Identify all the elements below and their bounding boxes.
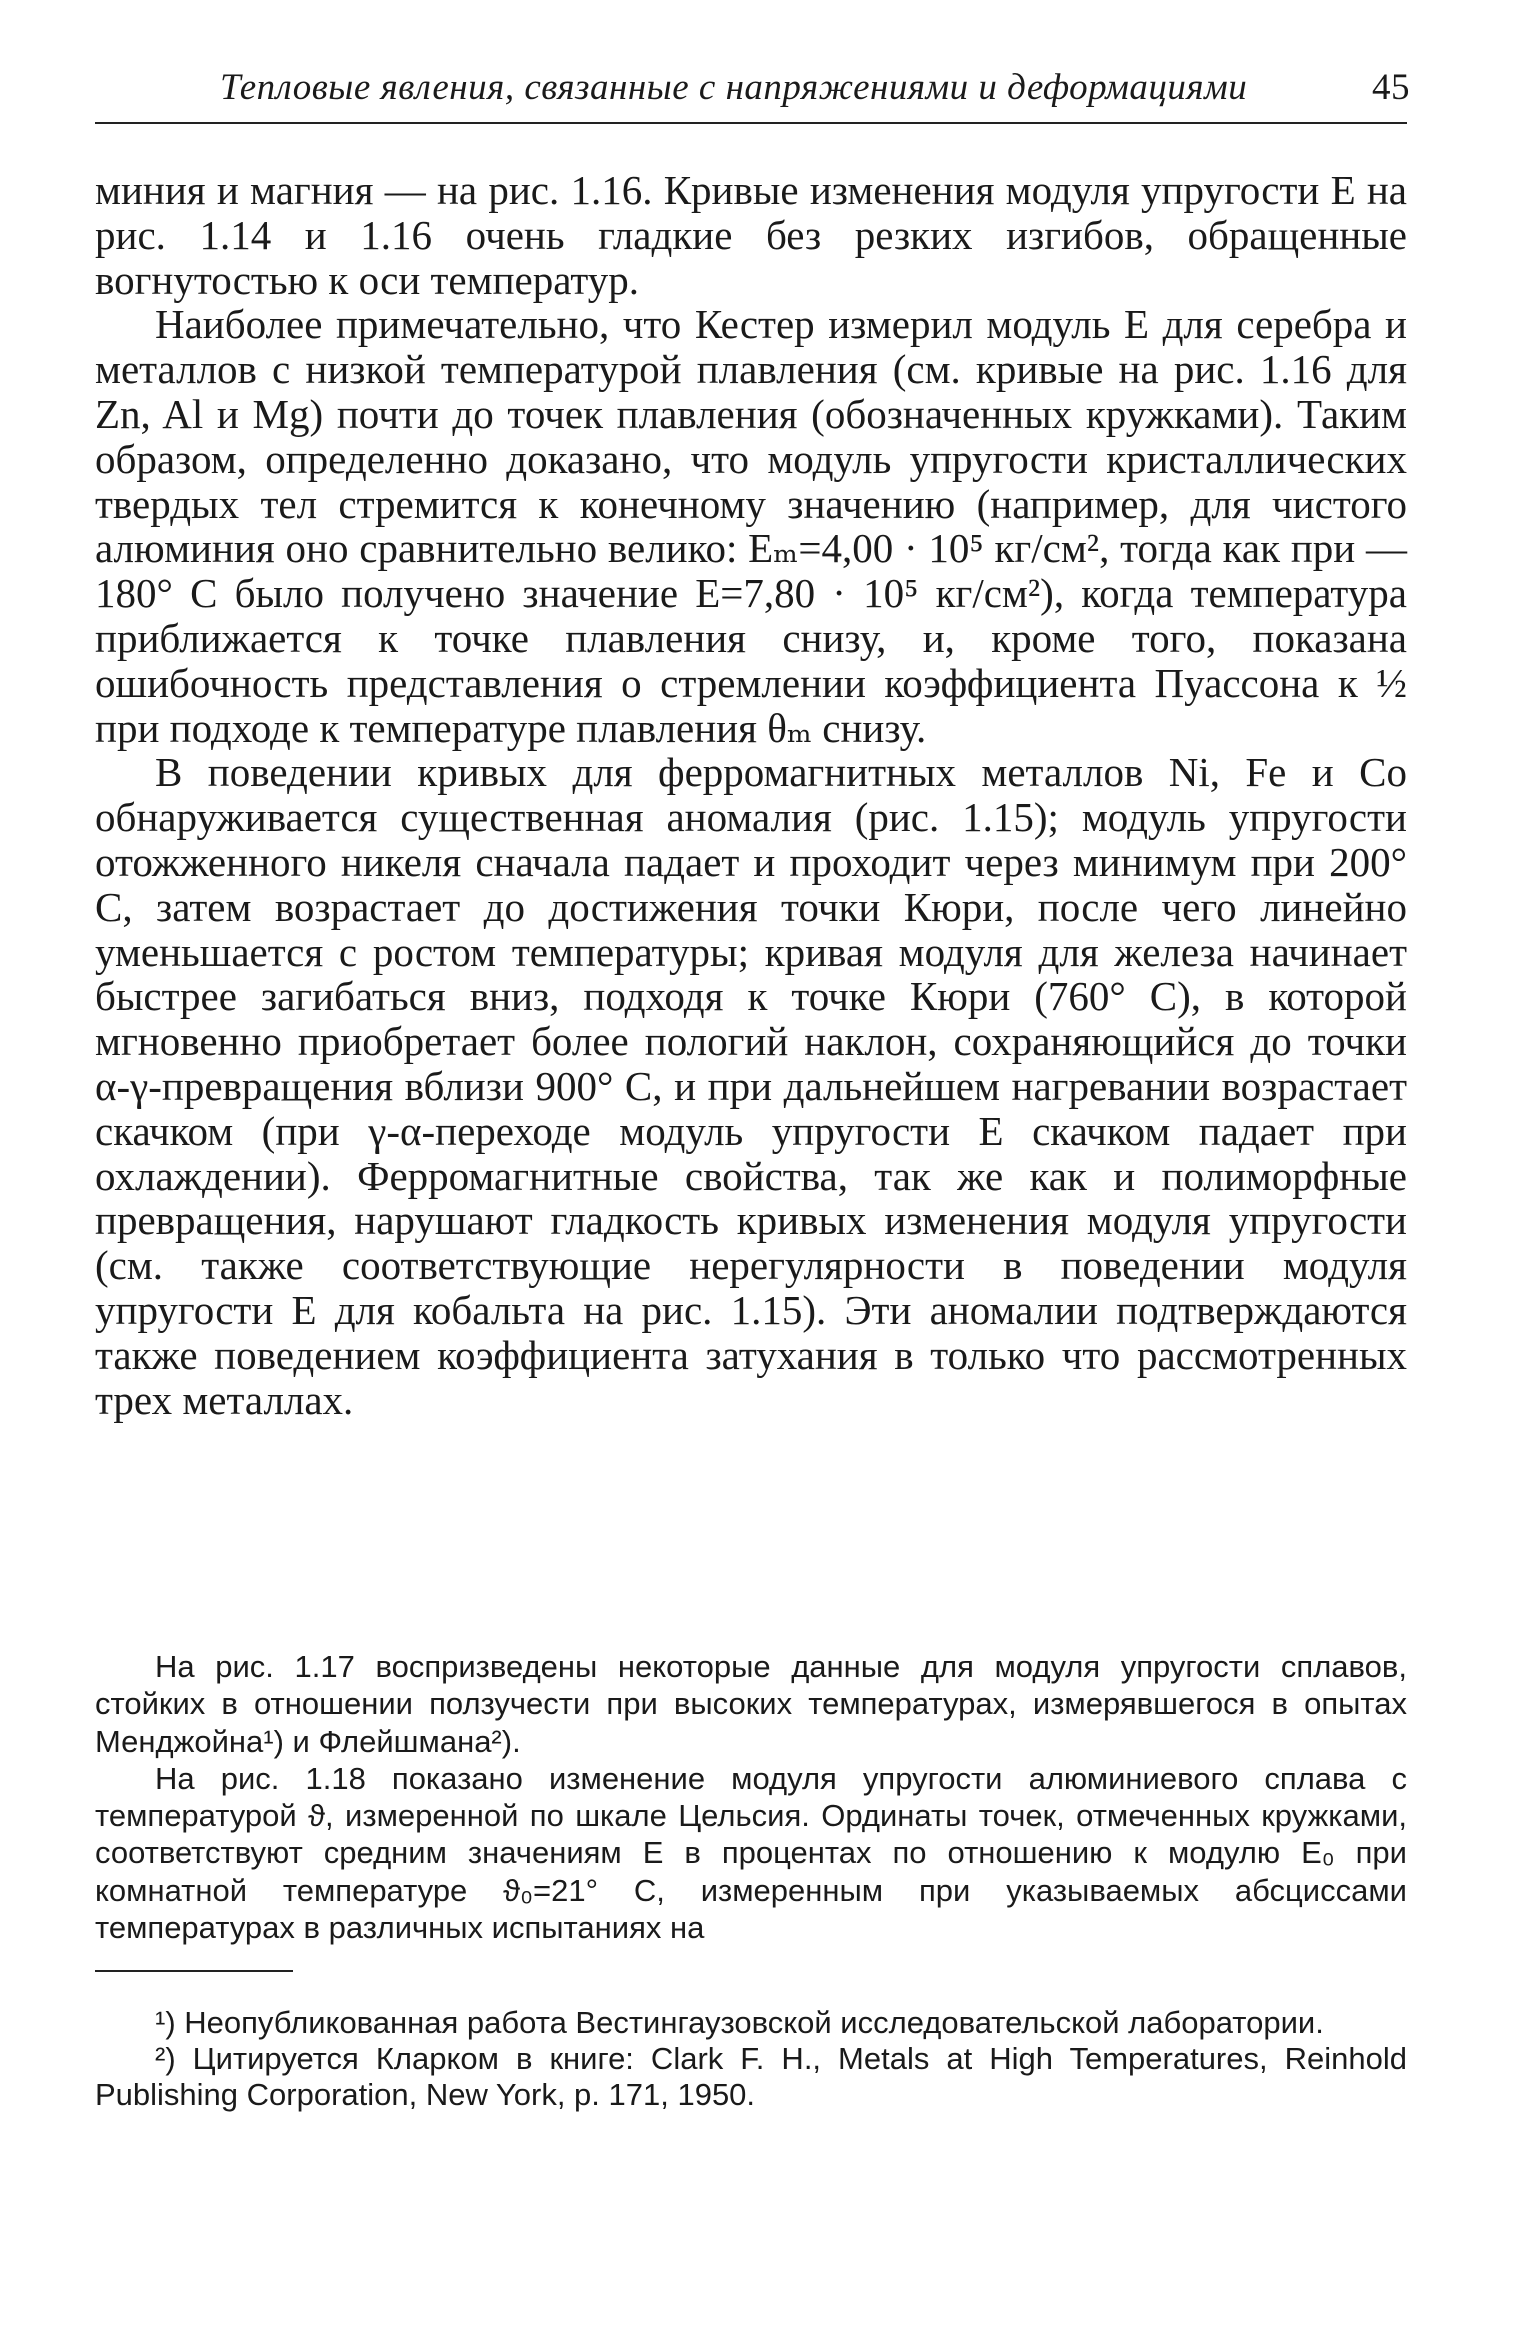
small-paragraph-1: На рис. 1.17 воспризведены некоторые данные для модуля упругости сплавов, стойких в отношении ползучести при высоких температурах, измерявшегося в опытах Менджойна¹) и Флейшмана²).: [95, 1649, 1407, 1759]
small-print-text: [95, 1648, 1407, 1946]
paragraph-1: миния и магния — на рис. 1.16. Кривые изменения модуля упругости E на рис. 1.14 и 1.16 очень гладкие без резких изгибов, обращенные вогнутостью к оси температур.: [95, 167, 1407, 303]
footnote-rule: [95, 1970, 293, 1972]
paragraph-3: В поведении кривых для ферромагнитных металлов Ni, Fe и Co обнаруживается существенная аномалия (рис. 1.15); модуль упругости отожженного никеля сначала падает и проходит через минимум при 200° С, затем возрастает до достижения точки Кюри, после чего линейно уменьшается с ростом температуры; кривая модуля для железа начинает быстрее загибаться вниз, подходя к точке Кюри (760° С), в которой мгновенно приобретает более пологий наклон, сохраняющийся до точки α-γ-превращения вблизи 900° С, и при дальнейшем нагревании возрастает скачком (при γ-α-переходе модуль упругости E скачком падает при охлаждении). Ферромагнитные свойства, так же как и полиморфные превращения, нарушают гладкость кривых изменения модуля упругости (см. также соответствующие нерегулярности в поведении модуля упругости E для кобальта на рис. 1.15). Эти аномалии подтверждаются также поведением коэффициента затухания в только что рассмотренных трех металлах.: [95, 749, 1407, 1423]
paragraph-2: Наиболее примечательно, что Кестер измерил модуль E для серебра и металлов с низкой температурой плавления (см. кривые на рис. 1.16 для Zn, Al и Mg) почти до точек плавления (обозначенных кружками). Таким образом, определенно доказано, что модуль упругости кристаллических твердых тел стремится к конечному значению (например, для чистого алюминия оно сравнительно велико: Eₘ=4,00 · 10⁵ кг/см², тогда как при —180° С было получено значение E=7,80 · 10⁵ кг/см²), когда температура приближается к точке плавления снизу, и, кроме того, показана ошибочность представления о стремлении коэффициента Пуассона к ½ при подходе к температуре плавления θₘ снизу.: [95, 301, 1407, 751]
main-text: [95, 168, 1407, 1422]
page-number: 45: [1372, 67, 1410, 108]
header-rule: [95, 122, 1407, 124]
footnote-2: ²) Цитируется Кларком в книге: Clark F. H., Metals at High Temperatures, Reinhold Publishing Corporation, New York, p. 171, 1950.: [95, 2041, 1407, 2112]
footnotes: [95, 2005, 1407, 2113]
footnote-1: ¹) Неопубликованная работа Вестингаузовской исследовательской лаборатории.: [155, 2005, 1324, 2040]
running-head: [200, 60, 1410, 112]
running-title: Тепловые явления, связанные с напряжениями и деформациями: [220, 67, 1248, 108]
small-paragraph-2: На рис. 1.18 показано изменение модуля упругости алюминиевого сплава с температурой ϑ, измеренной по шкале Цельсия. Ординаты точек, отмеченных кружками, соответствуют средним значениям E в процентах по отношению к модулю E₀ при комнатной температуре ϑ₀=21° С, измеренным при указываемых абсциссами температурах в различных испытаниях на: [95, 1760, 1407, 1946]
